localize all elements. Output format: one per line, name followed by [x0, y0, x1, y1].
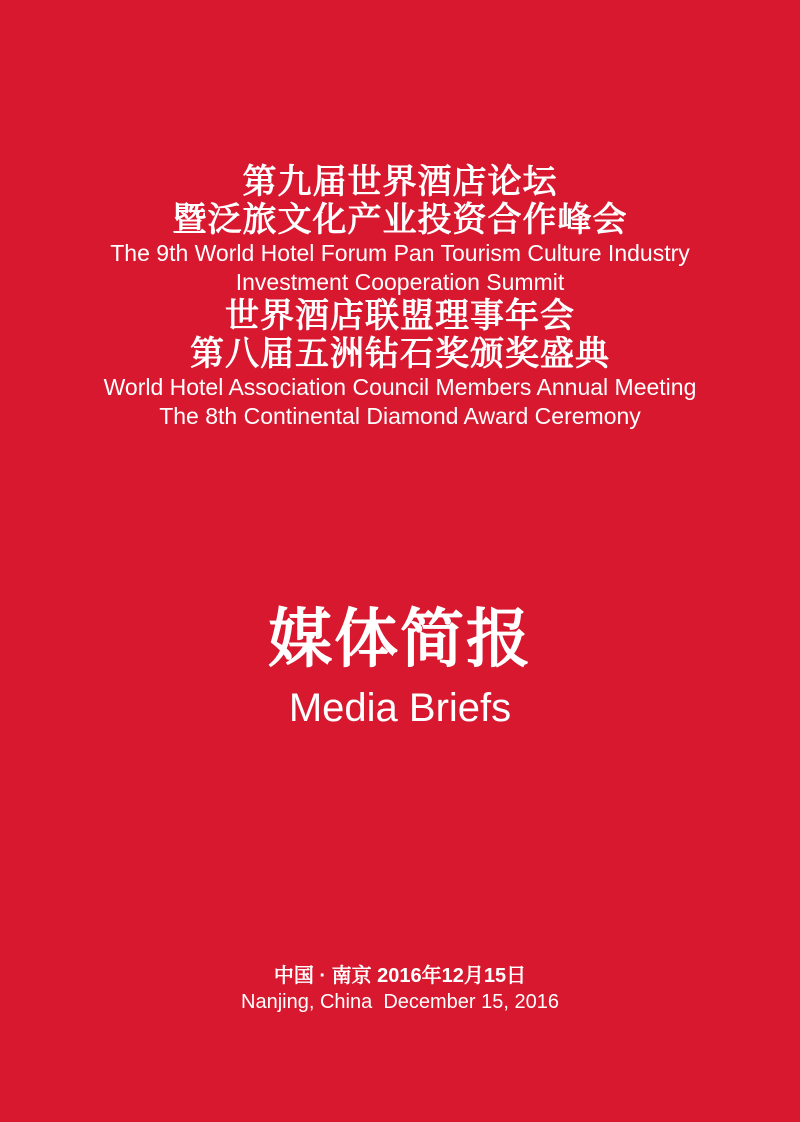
main-title-en: Media Briefs: [288, 686, 512, 730]
forum-title-en-line2: Investment Cooperation Summit: [235, 269, 565, 295]
main-title-zh: 媒体简报: [268, 602, 532, 677]
event-titles-block: [0, 163, 800, 431]
meeting-title-en-line2: The 8th Continental Diamond Award Ceremony: [159, 403, 641, 429]
location-date-en: Nanjing, China December 15, 2016: [241, 991, 559, 1013]
meeting-title-en-line1: World Hotel Association Council Members Annual Meeting: [103, 374, 697, 400]
main-title-block: [0, 600, 800, 732]
forum-title-zh-line1: 第九届世界酒店论坛: [242, 162, 558, 202]
meeting-title-zh-line2: 第八届五洲钻石奖颁奖盛典: [190, 334, 610, 374]
meeting-title-zh-line1: 世界酒店联盟理事年会: [225, 296, 575, 336]
forum-title-en-line1: The 9th World Hotel Forum Pan Tourism Culture Industry: [110, 240, 690, 266]
forum-title-zh-line2: 暨泛旅文化产业投资合作峰会: [172, 200, 628, 240]
location-date-zh: 中国 · 南京 2016年12月15日: [273, 965, 527, 987]
location-date-block: [0, 964, 800, 1014]
